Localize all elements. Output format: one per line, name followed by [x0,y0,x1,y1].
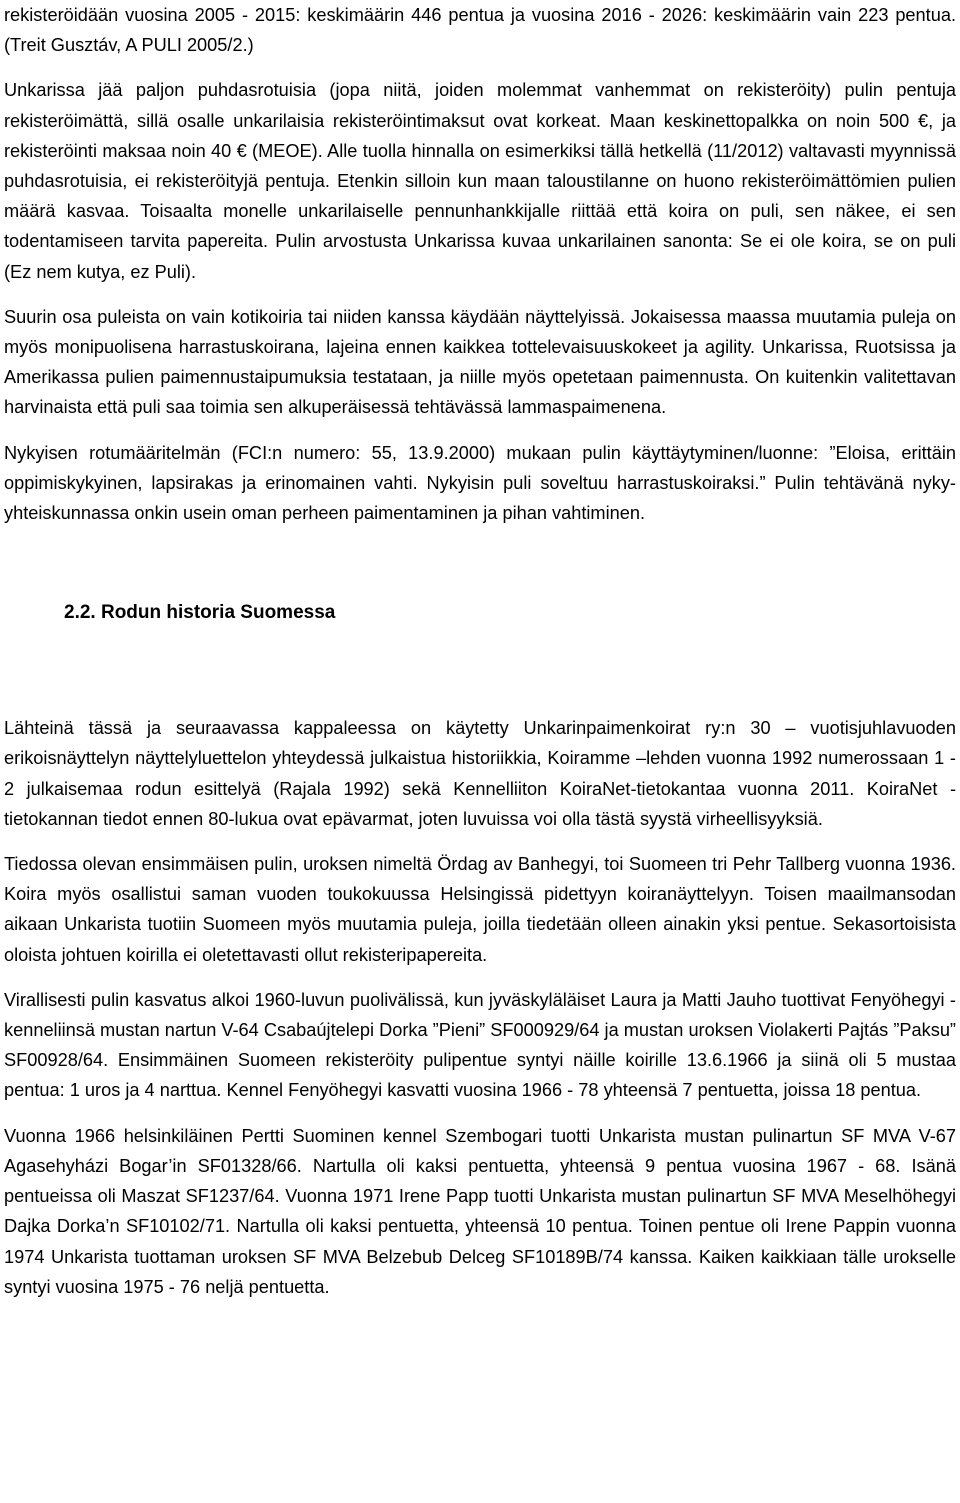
paragraph-gap [4,287,956,302]
paragraph-unregistered-pulis: Unkarissa jää paljon puhdasrotuisia (jopa niitä, joiden molemmat vanhemmat on rekisteröity) pulin pentuja rekisteröimättä, sillä osalle unkarilaisia rekisteröintimaksut ovat korkeat. Maan keskinettopalkka on noin 500 €, ja rekisteröinti maksaa noin 40 € (MEOE). Alle tuolla hinnalla on esimerkiksi tällä hetkellä (11/2012) valtavasti myynnissä puhdasrotuisia, ei rekisteröityjä pentuja. Etenkin silloin kun maan taloustilanne on huono rekisteröimättömien pulien määrä kasvaa. Toisaalta monelle unkarilaiselle pennunhankkijalle riittää että koira on puli, sen näkee, ei sen todentamiseen tarvita papereita. Pulin arvostusta Unkarissa kuvaa unkarilainen sanonta: Se ei ole koira, se on puli (Ez nem kutya, ez Puli). [4,80,956,282]
paragraph-hobby-dogs: Suurin osa puleista on vain kotikoiria tai niiden kanssa käydään näyttelyissä. Jokaisessa maassa muutamia puleja on myös monipuolisena harrastuskoirana, lajeina ennen kaikkea tottelevaisuuskokeet ja agility. Unkarissa, Ruotsissa ja Amerikassa pulien paimennustaipumuksia testataan, ja niille myös opetetaan paimennusta. On kuitenkin valitettavan harvinaista että puli saa toimia sen alkuperäisessä tehtävässä lammaspaimenena. [4,306,956,418]
paragraph-registration-stats: rekisteröidään vuosina 2005 - 2015: keskimäärin 446 pentua ja vuosina 2016 - 2026: keskimäärin vain 223 pentua. (Treit Gusztáv, A PULI 2005/2.) [4,5,956,56]
section-heading: 2.2. Rodun historia Suomessa [64,602,336,624]
paragraph-sources: Lähteinä tässä ja seuraavassa kappaleessa on käytetty Unkarinpaimenkoirat ry:n 30 – vuotisjuhlavuoden erikoisnäyttelyn näyttelyluettelon yhteydessä julkaistua historiikkia, Koiramme –lehden vuonna 1992 numerossaan 1 - 2 julkaisemaa rodun esittelyä (Rajala 1992) sekä Kennelliiton KoiraNet-tietokantaa vuonna 2011. KoiraNet -tietokannan tiedot ennen 80-lukua ovat epävarmat, joten luvuissa voi olla tästä syystä virheellisyyksiä. [4,718,956,829]
paragraph-first-puli: Tiedossa olevan ensimmäisen pulin, uroksen nimeltä Ördag av Banhegyi, toi Suomeen tri Pehr Tallberg vuonna 1936. Koira myös osallistui saman vuoden toukokuussa Helsingissä pidettyyn koiranäyttelyyn. Toisen maailmansodan aikaan Unkarista tuotiin Suomeen myös muutamia puleja, joilla tiedetään olleen ainakin yksi pentue. Sekasortoisista oloista johtuen koirilla ei oletettavasti ollut rekisteripapereita. [4,854,956,965]
paragraph-gap [4,60,956,75]
paragraph-gap [4,423,956,438]
section-heading-area [4,528,956,713]
paragraph-gap [4,834,956,849]
document-page [4,0,956,1302]
paragraph-gap [4,1106,956,1121]
paragraph-breed-standard: Nykyisen rotumääritelmän (FCI:n numero: 55, 13.9.2000) mukaan pulin käyttäytyminen/luonne: ”Eloisa, erittäin oppimiskykyinen, lapsirakas ja erinomainen vahti. Nykyisin puli soveltuu harrastuskoiraksi.” Pulin tehtävänä nyky-yhteiskunnassa onkin usein oman perheen paimentaminen ja pihan vahtiminen. [4,442,956,524]
paragraph-official-breeding: Virallisesti pulin kasvatus alkoi 1960-luvun puolivälissä, kun jyväskyläläiset Laura ja Matti Jauho tuottivat Fenyöhegyi -kenneliinsä mustan nartun V-64 Csabaújtelepi Dorka ”Pieni” SF000929/64 ja mustan uroksen Violakerti Pajtás ”Paksu” SF00928/64. Ensimmäinen Suomeen rekisteröity pulipentue syntyi näille koirille 13.6.1966 ja siinä oli 5 mustaa pentua: 1 uros ja 4 narttua. Kennel Fenyöhegyi kasvatti vuosina 1966 - 78 yhteensä 7 pentuetta, joissa 18 pentua. [4,989,956,1101]
paragraph-szembogari-kennel: Vuonna 1966 helsinkiläinen Pertti Suominen kennel Szembogari tuotti Unkarista mustan pulinartun SF MVA V-67 Agasehyházi Bogar’in SF01328/66. Nartulla oli kaksi pentuetta, yhteensä 9 pentua vuosina 1967 - 68. Isänä pentueissa oli Maszat SF1237/64. Vuonna 1971 Irene Papp tuotti Unkarista mustan pulinartun SF MVA Meselhöhegyi Dajka Dorka’n SF10102/71. Nartulla oli kaksi pentuetta, yhteensä 10 pentua. Toinen pentue oli Irene Pappin vuonna 1974 Unkarista tuottaman uroksen SF MVA Belzebub Delceg SF10189B/74 kanssa. Kaiken kaikkiaan tälle urokselle syntyi vuosina 1975 - 76 neljä pentuetta. [4,1125,956,1297]
paragraph-gap [4,970,956,985]
